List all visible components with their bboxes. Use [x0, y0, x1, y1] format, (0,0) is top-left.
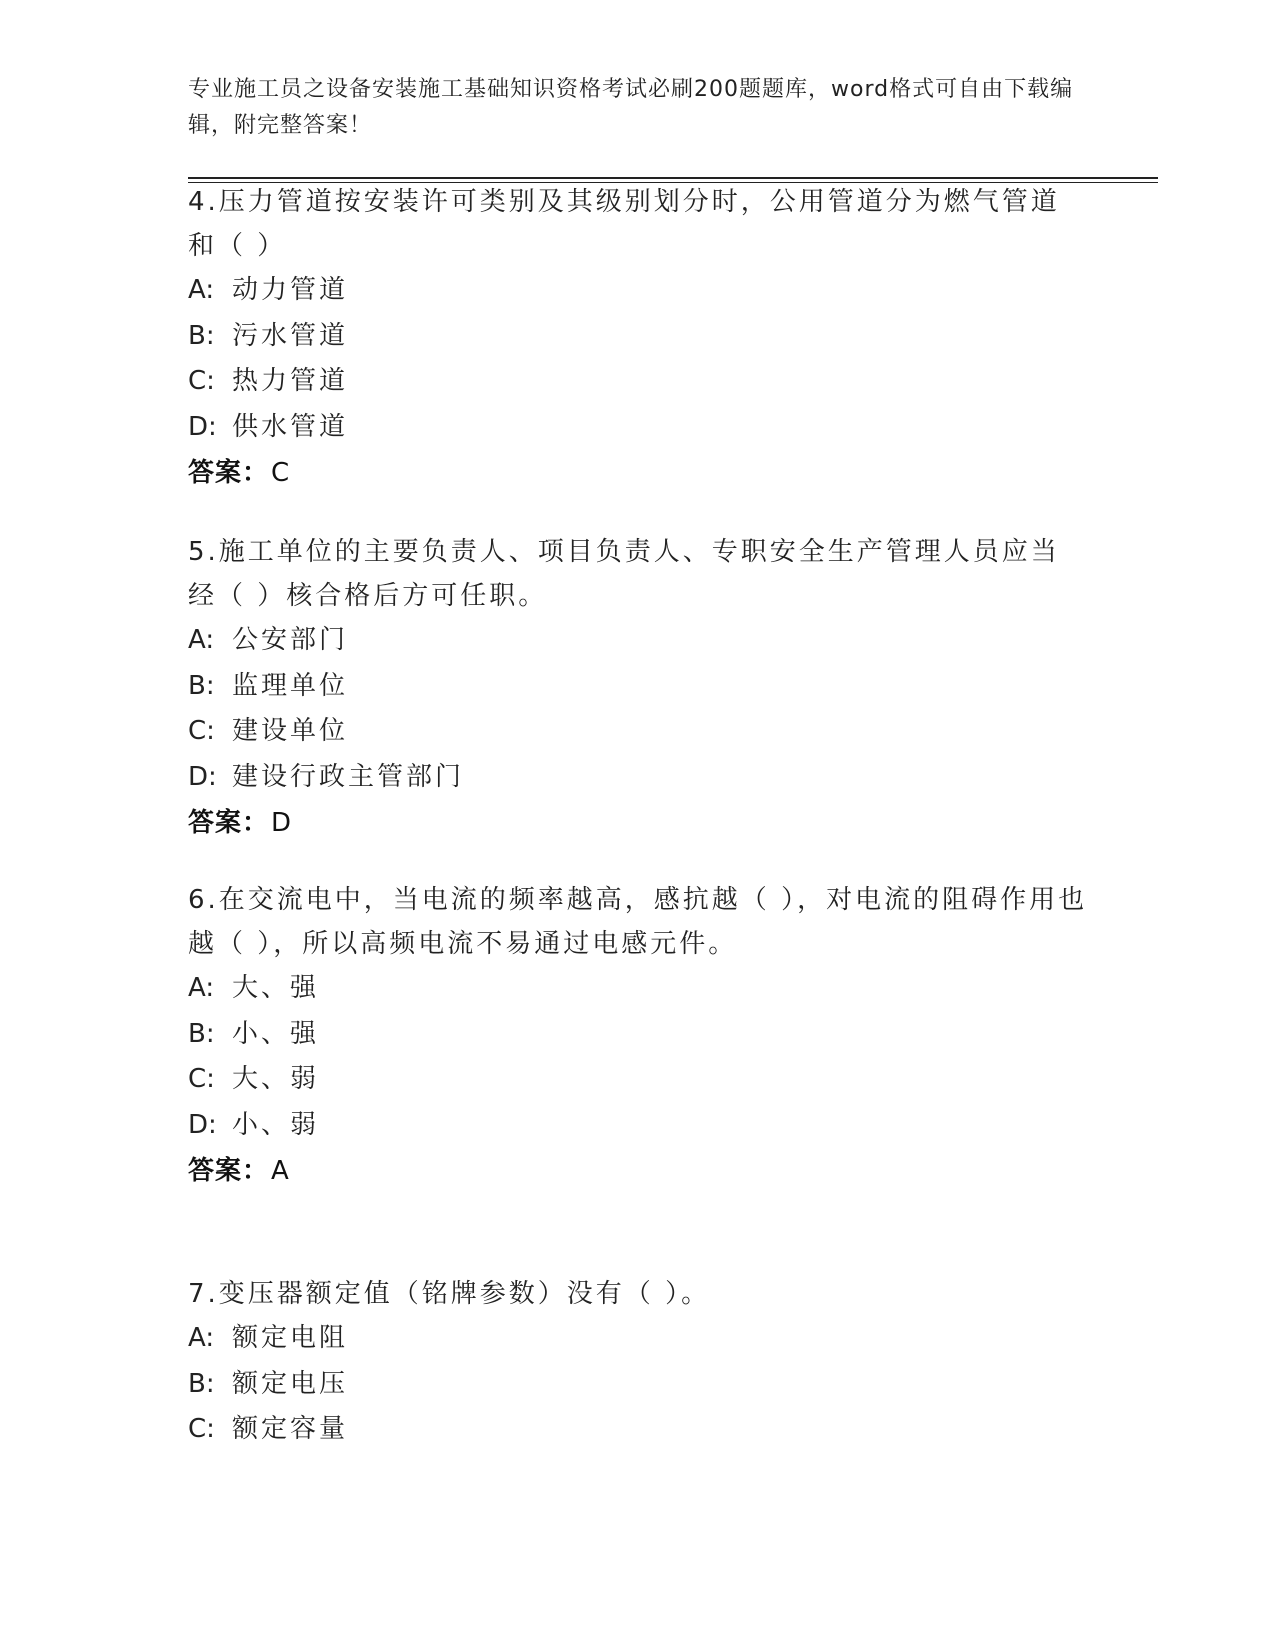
answer-line [188, 1148, 1088, 1194]
option-a [188, 268, 1088, 314]
question-4 [188, 180, 1088, 496]
question-stem: 7.变压器额定值（铭牌参数）没有（ ）。 [188, 1279, 711, 1309]
answer-value: A [271, 1156, 290, 1186]
question-7 [188, 1272, 1088, 1453]
option-a [188, 1316, 1088, 1362]
answer-label: 答案： [188, 1156, 270, 1186]
option-a [188, 618, 1088, 664]
option-text: 建设行政主管部门 [232, 761, 465, 792]
option-key: B: [188, 320, 215, 351]
option-c [188, 1057, 1088, 1103]
question-stem: 5.施工单位的主要负责人、项目负责人、专职安全生产管理人员应当经（ ）核合格后方可任职。 [188, 537, 1060, 611]
option-c [188, 359, 1088, 405]
option-d [188, 755, 1088, 801]
option-text: 小、强 [232, 1018, 320, 1049]
header-text: 专业施工员之设备安装施工基础知识资格考试必刷200题题库，word格式可自由下载编辑，附完整答案！ [188, 77, 1074, 138]
option-key: A: [188, 275, 215, 305]
header-divider [188, 177, 1158, 179]
document-header [188, 72, 1088, 144]
option-key: D: [188, 1109, 217, 1140]
option-b [188, 664, 1088, 710]
option-text: 大、强 [232, 973, 320, 1003]
option-key: A: [188, 973, 215, 1003]
option-text: 额定电压 [232, 1368, 349, 1399]
option-key: B: [188, 670, 215, 701]
option-c [188, 709, 1088, 755]
option-key: C: [188, 1414, 215, 1444]
option-text: 热力管道 [232, 366, 349, 396]
option-key: B: [188, 1368, 215, 1399]
question-stem: 6.在交流电中，当电流的频率越高，感抗越（ ），对电流的阻碍作用也越（ ），所以高频电流不易通过电感元件。 [188, 885, 1088, 959]
option-key: C: [188, 366, 215, 396]
question-5 [188, 530, 1088, 846]
answer-value: D [271, 808, 293, 838]
option-key: A: [188, 625, 215, 655]
option-text: 公安部门 [232, 625, 349, 655]
option-text: 污水管道 [232, 320, 349, 351]
option-text: 监理单位 [232, 670, 349, 701]
option-d [188, 405, 1088, 451]
option-key: C: [188, 716, 215, 746]
option-d [188, 1103, 1088, 1149]
answer-label: 答案： [188, 458, 270, 488]
option-b [188, 1362, 1088, 1408]
option-text: 动力管道 [232, 275, 349, 305]
option-key: C: [188, 1064, 215, 1094]
answer-line [188, 450, 1088, 496]
option-a [188, 966, 1088, 1012]
option-key: D: [188, 411, 217, 442]
option-text: 小、弱 [232, 1109, 320, 1140]
option-b [188, 1012, 1088, 1058]
option-key: D: [188, 761, 217, 792]
option-text: 供水管道 [232, 411, 349, 442]
answer-value: C [271, 458, 291, 488]
option-key: B: [188, 1018, 215, 1049]
option-text: 大、弱 [232, 1064, 320, 1094]
question-stem: 4.压力管道按安装许可类别及其级别划分时，公用管道分为燃气管道和（ ） [188, 187, 1060, 261]
answer-label: 答案： [188, 808, 270, 838]
option-c [188, 1407, 1088, 1453]
option-text: 额定容量 [232, 1414, 349, 1444]
option-text: 额定电阻 [232, 1323, 349, 1353]
question-6 [188, 878, 1088, 1194]
answer-line [188, 800, 1088, 846]
option-text: 建设单位 [232, 716, 349, 746]
option-key: A: [188, 1323, 215, 1353]
option-b [188, 314, 1088, 360]
